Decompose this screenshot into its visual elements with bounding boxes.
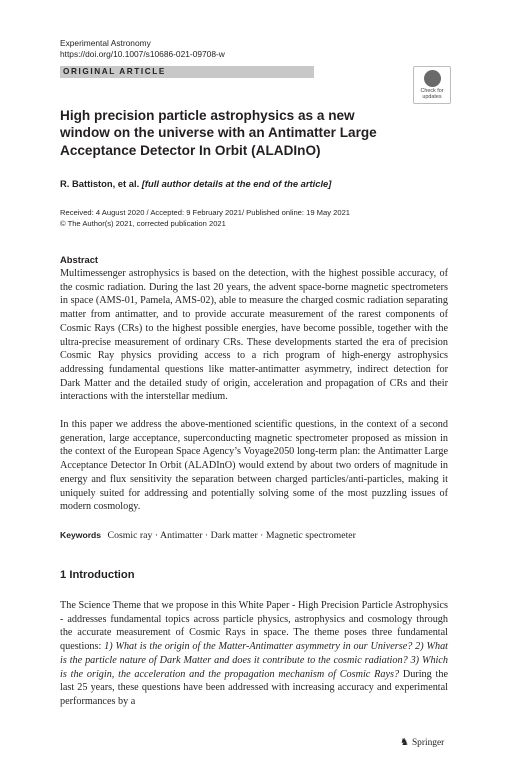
intro-text-1: The Science Theme that we propose in this White Paper - High Precision Particle Astrophysics - addresses fundamental topics across particle physics, astrophysics and cosmology through the accurate measurement of Cosmic Rays in space. The theme poses three fundamental questions: xyxy=(60,600,448,653)
section-heading-introduction: 1 Introduction xyxy=(60,569,135,581)
springer-logo-icon: ♞ xyxy=(400,737,409,748)
publisher-name: Springer xyxy=(411,738,445,748)
publisher-footer xyxy=(400,737,444,748)
check-updates-line2: updates xyxy=(422,94,442,100)
intro-text-2: During the last 25 years, these questions have been addressed with increasing accuracy and experimental performances by a xyxy=(60,668,448,707)
paper-title: High precision particle astrophysics as a new window on the universe with an Antimatter Large Acceptance Detector In Orbit (ALADInO) xyxy=(60,108,377,158)
journal-name: Experimental Astronomy xyxy=(60,38,151,48)
abstract-paragraph-2: In this paper we address the above-mentioned scientific questions, in the context of a second generation, large acceptance, superconducting magnetic spectrometer proposed as mission in the context of the European Space Agency’s Voyage2050 long-term plan: the Antimatter Large Acceptance Detector In Orbit (ALADInO) would extend by about two orders of magnitude in energy and flux sensitivity the separation between charged particles/anti-particles, making it uniquely suited for addressing and potentially solving some of the most puzzling issues of modern cosmology. xyxy=(60,419,448,513)
author-details-note: [full author details at the end of the article] xyxy=(141,178,332,189)
publication-dates xyxy=(60,207,350,229)
copyright-line: © The Author(s) 2021, corrected publication 2021 xyxy=(60,219,226,228)
author-names[interactable]: R. Battiston, et al. xyxy=(60,178,140,189)
keywords-list: Cosmic ray · Antimatter · Dark matter · Magnetic spectrometer xyxy=(107,530,356,541)
check-updates-line1: Check for xyxy=(420,88,444,94)
author-line xyxy=(60,178,331,189)
abstract-paragraph-1: Multimessenger astrophysics is based on the detection, with the highest possible accuracy, of the cosmic radiation. During the last 20 years, the advent space-borne magnetic spectrometers in space (AMS-01, Pamela, AMS-02), able to measure the charged cosmic radiation separating matter from antimatter, and to provide accurate measurement of the rarest components of Cosmic Rays (CRs) to the highest possible energies, have become possible, together with the ultra-precise measurement of ordinary CRs. These developments started the era of precision Cosmic Ray physics providing access to a rich program of high-energy astrophysics addressing fundamental questions like matter-antimatter asymmetry, indirect detection for Dark Matter and the detailed study of origin, acceleration and propagation of CRs and their interactions with the interstellar medium. xyxy=(60,268,448,403)
received-accepted-published: Received: 4 August 2020 / Accepted: 9 February 2021/ Published online: 19 May 2021 xyxy=(60,208,351,217)
keywords-line xyxy=(60,530,356,541)
check-updates-icon xyxy=(424,70,441,87)
journal-header xyxy=(60,38,225,60)
introduction-paragraph xyxy=(60,599,448,709)
article-type-banner: ORIGINAL ARTICLE xyxy=(60,66,314,78)
abstract-heading: Abstract xyxy=(60,254,99,265)
intro-questions: 1) What is the origin of the Matter-Antimatter asymmetry in our Universe? 2) What is the particle nature of Dark Matter and does it contribute to the cosmic radiation? 3) Which is the origin, the acceleration and the propagation mechanism of Cosmic Rays? xyxy=(60,641,448,680)
check-for-updates-badge[interactable] xyxy=(413,66,451,104)
doi-link[interactable]: https://doi.org/10.1007/s10686-021-09708-w xyxy=(60,49,225,59)
keywords-label: Keywords xyxy=(60,530,102,540)
